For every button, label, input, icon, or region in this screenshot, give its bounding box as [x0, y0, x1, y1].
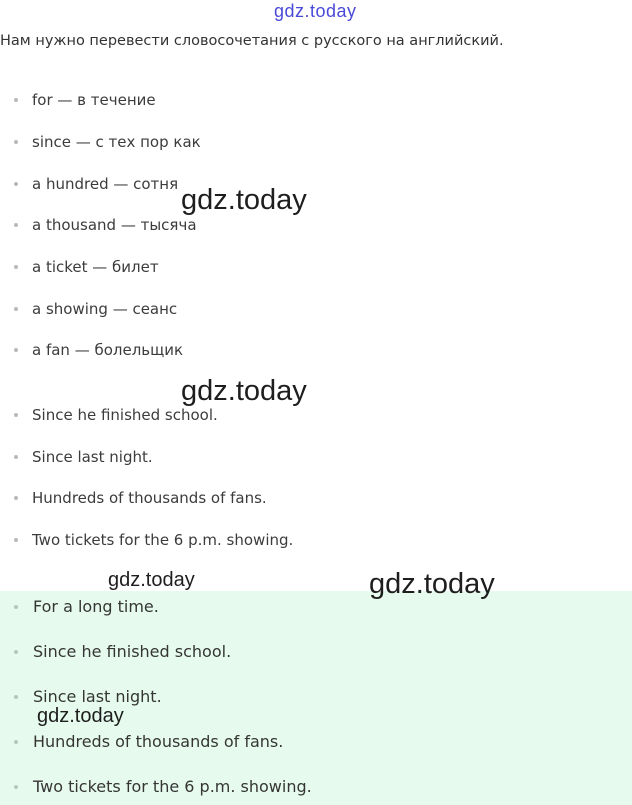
list-item: a ticket — билет	[14, 258, 159, 276]
list-item: Since he finished school.	[14, 406, 218, 424]
bullet-icon	[14, 223, 18, 227]
watermark: gdz.today	[369, 568, 495, 600]
site-logo: gdz.today	[274, 1, 357, 21]
bullet-icon	[14, 650, 18, 654]
intro-text: Нам нужно перевести словосочетания с русского на английский.	[0, 33, 504, 49]
bullet-icon	[14, 98, 18, 102]
bullet-icon	[14, 605, 18, 609]
watermark: gdz.today	[108, 569, 195, 591]
bullet-icon	[14, 265, 18, 269]
list-item: a hundred — сотня	[14, 175, 178, 193]
list-item: Hundreds of thousands of fans.	[14, 732, 283, 751]
list-item: a fan — болельщик	[14, 341, 183, 359]
bullet-icon	[14, 455, 18, 459]
bullet-icon	[14, 538, 18, 542]
bullet-icon	[14, 182, 18, 186]
bullet-icon	[14, 348, 18, 352]
bullet-icon	[14, 496, 18, 500]
bullet-icon	[14, 695, 18, 699]
list-item: Since he finished school.	[14, 642, 231, 661]
list-item: Since last night.	[14, 448, 153, 466]
list-item: a showing — сеанс	[14, 300, 177, 318]
list-item: Hundreds of thousands of fans.	[14, 489, 267, 507]
bullet-icon	[14, 785, 18, 789]
list-item: Two tickets for the 6 p.m. showing.	[14, 777, 312, 796]
list-item: Two tickets for the 6 p.m. showing.	[14, 531, 293, 549]
list-item: for — в течение	[14, 91, 156, 109]
watermark: gdz.today	[181, 375, 307, 407]
bullet-icon	[14, 413, 18, 417]
watermark: gdz.today	[37, 705, 124, 727]
list-item: Since last night.	[14, 687, 162, 706]
list-item: since — с тех пор как	[14, 133, 201, 151]
list-item: For a long time.	[14, 597, 159, 616]
bullet-icon	[14, 740, 18, 744]
bullet-icon	[14, 140, 18, 144]
watermark: gdz.today	[181, 184, 307, 216]
list-item: a thousand — тысяча	[14, 216, 197, 234]
bullet-icon	[14, 307, 18, 311]
